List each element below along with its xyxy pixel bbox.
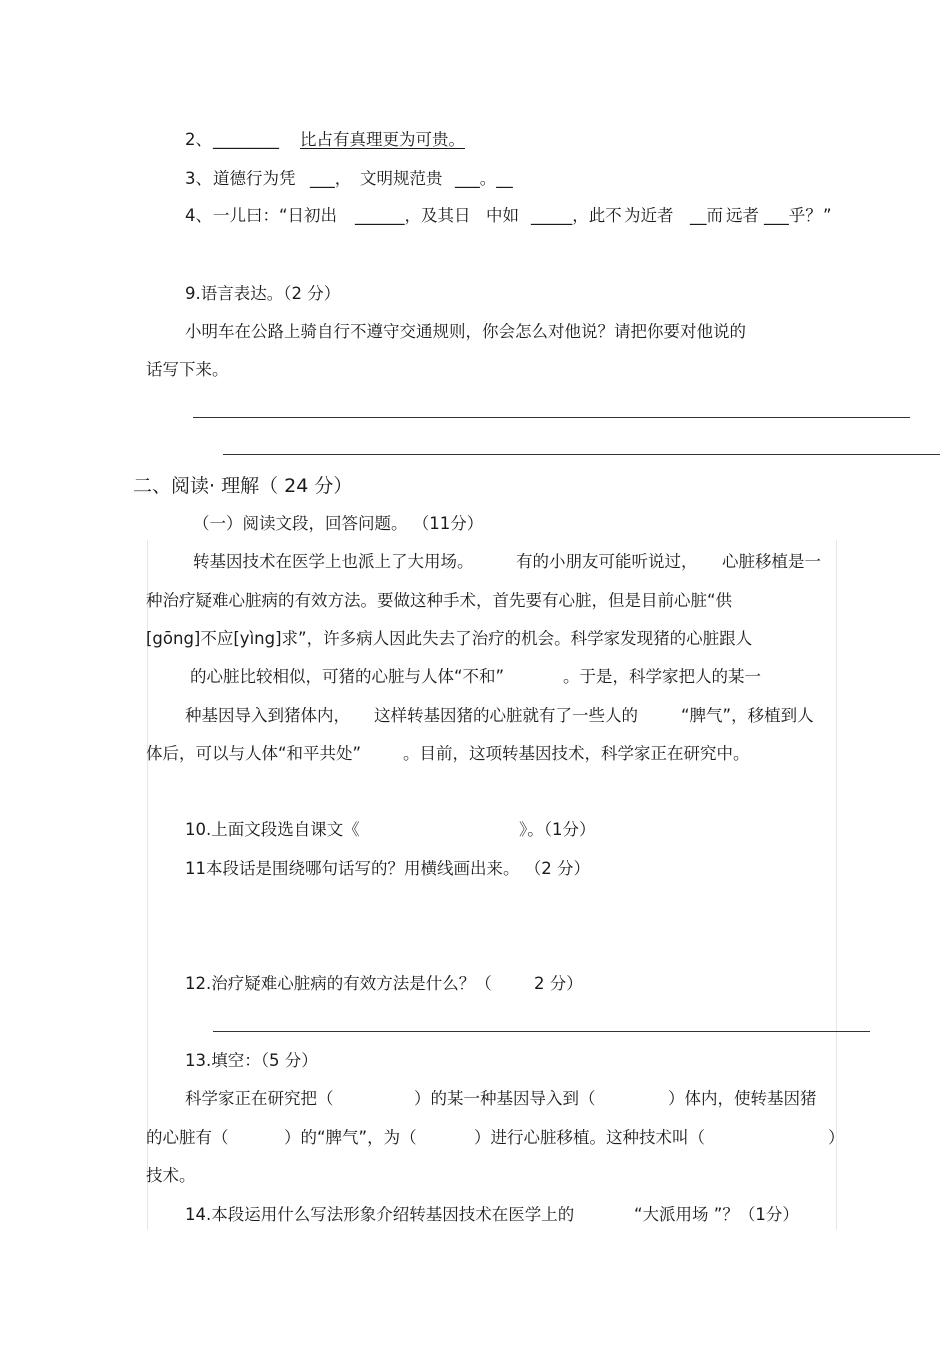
q4-text-a: 一儿曰：“日初出	[213, 206, 338, 225]
q13-line-1b: ）的某一种基因导入到（	[414, 1089, 596, 1108]
q4-blank-1: ______，及其日	[355, 206, 471, 225]
q4-text-c: 中如	[486, 206, 519, 225]
q10-text-b: 》。（1分）	[519, 820, 596, 839]
answer-line-1[interactable]	[193, 417, 910, 418]
section-2-part-1: （一）阅读文段，回答问题。 （11分）	[193, 514, 484, 533]
q4-blank-2: _____，此不	[531, 206, 622, 225]
passage-line-5b: 这样转基因猪的心脏就有了一些人的	[374, 706, 638, 725]
answer-line-2[interactable]	[223, 454, 940, 455]
q11-text: 11本段话是围绕哪句话写的？用横线画出来。 （2 分）	[185, 859, 590, 878]
q4-blank-3: __而	[690, 206, 723, 225]
q9-title: 9.语言表达。（2 分）	[185, 284, 341, 303]
passage-line-1c: 心脏移植是一	[722, 552, 821, 571]
q13-line-2d: ）	[828, 1128, 845, 1147]
passage-line-5a: 种基因导入到猪体内，	[185, 706, 350, 725]
passage-line-4b: 。于是，科学家把人的某一	[563, 667, 761, 686]
q13-line-2a: 的心脏有（	[146, 1128, 229, 1147]
q12-text-a: 12.治疗疑难心脏病的有效方法是什么？（	[185, 974, 492, 993]
q9-line-2: 话写下来。	[146, 360, 229, 379]
q3-blank-2: ___。__	[455, 169, 513, 188]
q9-line-1: 小明车在公路上骑自行不遵守交通规则，你会怎么对他说？请把你要对他说的	[185, 322, 746, 341]
q14-text-a: 14.本段运用什么写法形象介绍转基因技术在医学上的	[185, 1205, 575, 1224]
q4-text-i: ”	[823, 206, 832, 225]
q4-text-e: 为近者	[624, 206, 674, 225]
q3-text-a: 道德行为凭	[213, 169, 296, 188]
q3-text-c: 文明规范贵	[360, 169, 443, 188]
q13-line-1c: ）体内，使转基因猪	[668, 1089, 817, 1108]
q10-text-a: 10.上面文段选自课文《	[185, 820, 360, 839]
q12-text-b: 2 分）	[534, 974, 583, 993]
q3-blank-1: ___，	[310, 169, 352, 188]
q13-title: 13.填空：（5 分）	[185, 1051, 318, 1070]
answer-line-3[interactable]	[213, 1031, 870, 1032]
q2-blank: ________	[213, 130, 279, 149]
q13-line-1a: 科学家正在研究把（	[185, 1089, 334, 1108]
q13-line-2c: ）进行心脏移植。这种技术叫（	[474, 1128, 705, 1147]
section-2-title: 二、阅读· 理解（ 24 分）	[133, 475, 353, 497]
q4-blank-4: ___乎？	[764, 206, 822, 225]
passage-line-1a: 转基因技术在医学上也派上了大用场。	[193, 552, 474, 571]
q4-text-g: 远者	[726, 206, 759, 225]
q3-number: 3、	[185, 169, 212, 188]
q13-line-2b: ）的“脾气”，为（	[284, 1128, 417, 1147]
q4-number: 4、	[185, 206, 212, 225]
q2-text: 比占有真理更为可贵。	[300, 130, 465, 149]
passage-line-4a: 的心脏比较相似，可猪的心脏与人体“不和”	[190, 667, 505, 686]
passage-line-3: [gōng]不应[yìng]求”，许多病人因此失去了治疗的机会。科学家发现猪的心脏跟人	[146, 629, 753, 648]
q13-line-3: 技术。	[146, 1166, 196, 1185]
passage-line-1b: 有的小朋友可能听说过，	[516, 552, 698, 571]
passage-line-2: 种治疗疑难心脏病的有效方法。要做这种手术，首先要有心脏，但是目前心脏“供	[146, 591, 733, 610]
passage-line-6a: 体后，可以与人体“和平共处”	[146, 744, 362, 763]
q14-text-b: “大派用场 ”？（1分）	[634, 1205, 799, 1224]
passage-line-6b: 。目前，这项转基因技术，科学家正在研究中。	[403, 744, 750, 763]
passage-line-5c: “脾气”，移植到人	[681, 706, 814, 725]
frame-right-line	[836, 540, 837, 1230]
q2-number: 2、	[185, 130, 212, 149]
